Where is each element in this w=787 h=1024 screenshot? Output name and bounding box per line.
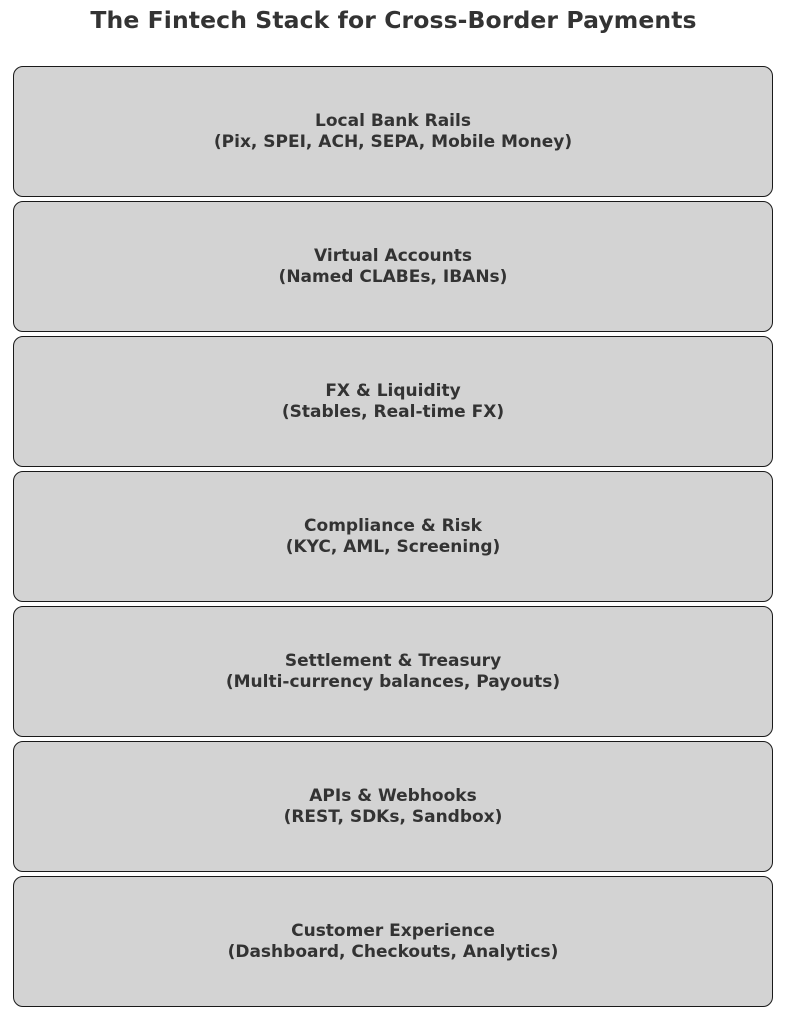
layer-name: Compliance & Risk [304, 515, 482, 536]
layer-detail: (Named CLABEs, IBANs) [278, 266, 508, 287]
layer-name: APIs & Webhooks [309, 785, 477, 806]
layer-compliance-risk [13, 471, 773, 602]
layer-detail: (REST, SDKs, Sandbox) [283, 806, 503, 827]
layer-name: FX & Liquidity [325, 380, 461, 401]
layer-name: Local Bank Rails [315, 110, 471, 131]
layer-detail: (Dashboard, Checkouts, Analytics) [227, 941, 559, 962]
layer-apis-webhooks [13, 741, 773, 872]
diagram-title: The Fintech Stack for Cross-Border Payments [90, 6, 697, 34]
layer-settlement-treasury [13, 606, 773, 737]
layer-detail: (KYC, AML, Screening) [285, 536, 501, 557]
layer-name: Settlement & Treasury [284, 650, 502, 671]
layer-name: Customer Experience [291, 920, 495, 941]
layer-customer-experience [13, 876, 773, 1007]
layer-detail: (Multi-currency balances, Payouts) [225, 671, 561, 692]
layer-local-bank-rails [13, 66, 773, 197]
layer-detail: (Pix, SPEI, ACH, SEPA, Mobile Money) [213, 131, 573, 152]
layer-fx-liquidity [13, 336, 773, 467]
layer-name: Virtual Accounts [314, 245, 472, 266]
layer-detail: (Stables, Real-time FX) [281, 401, 505, 422]
layer-virtual-accounts [13, 201, 773, 332]
